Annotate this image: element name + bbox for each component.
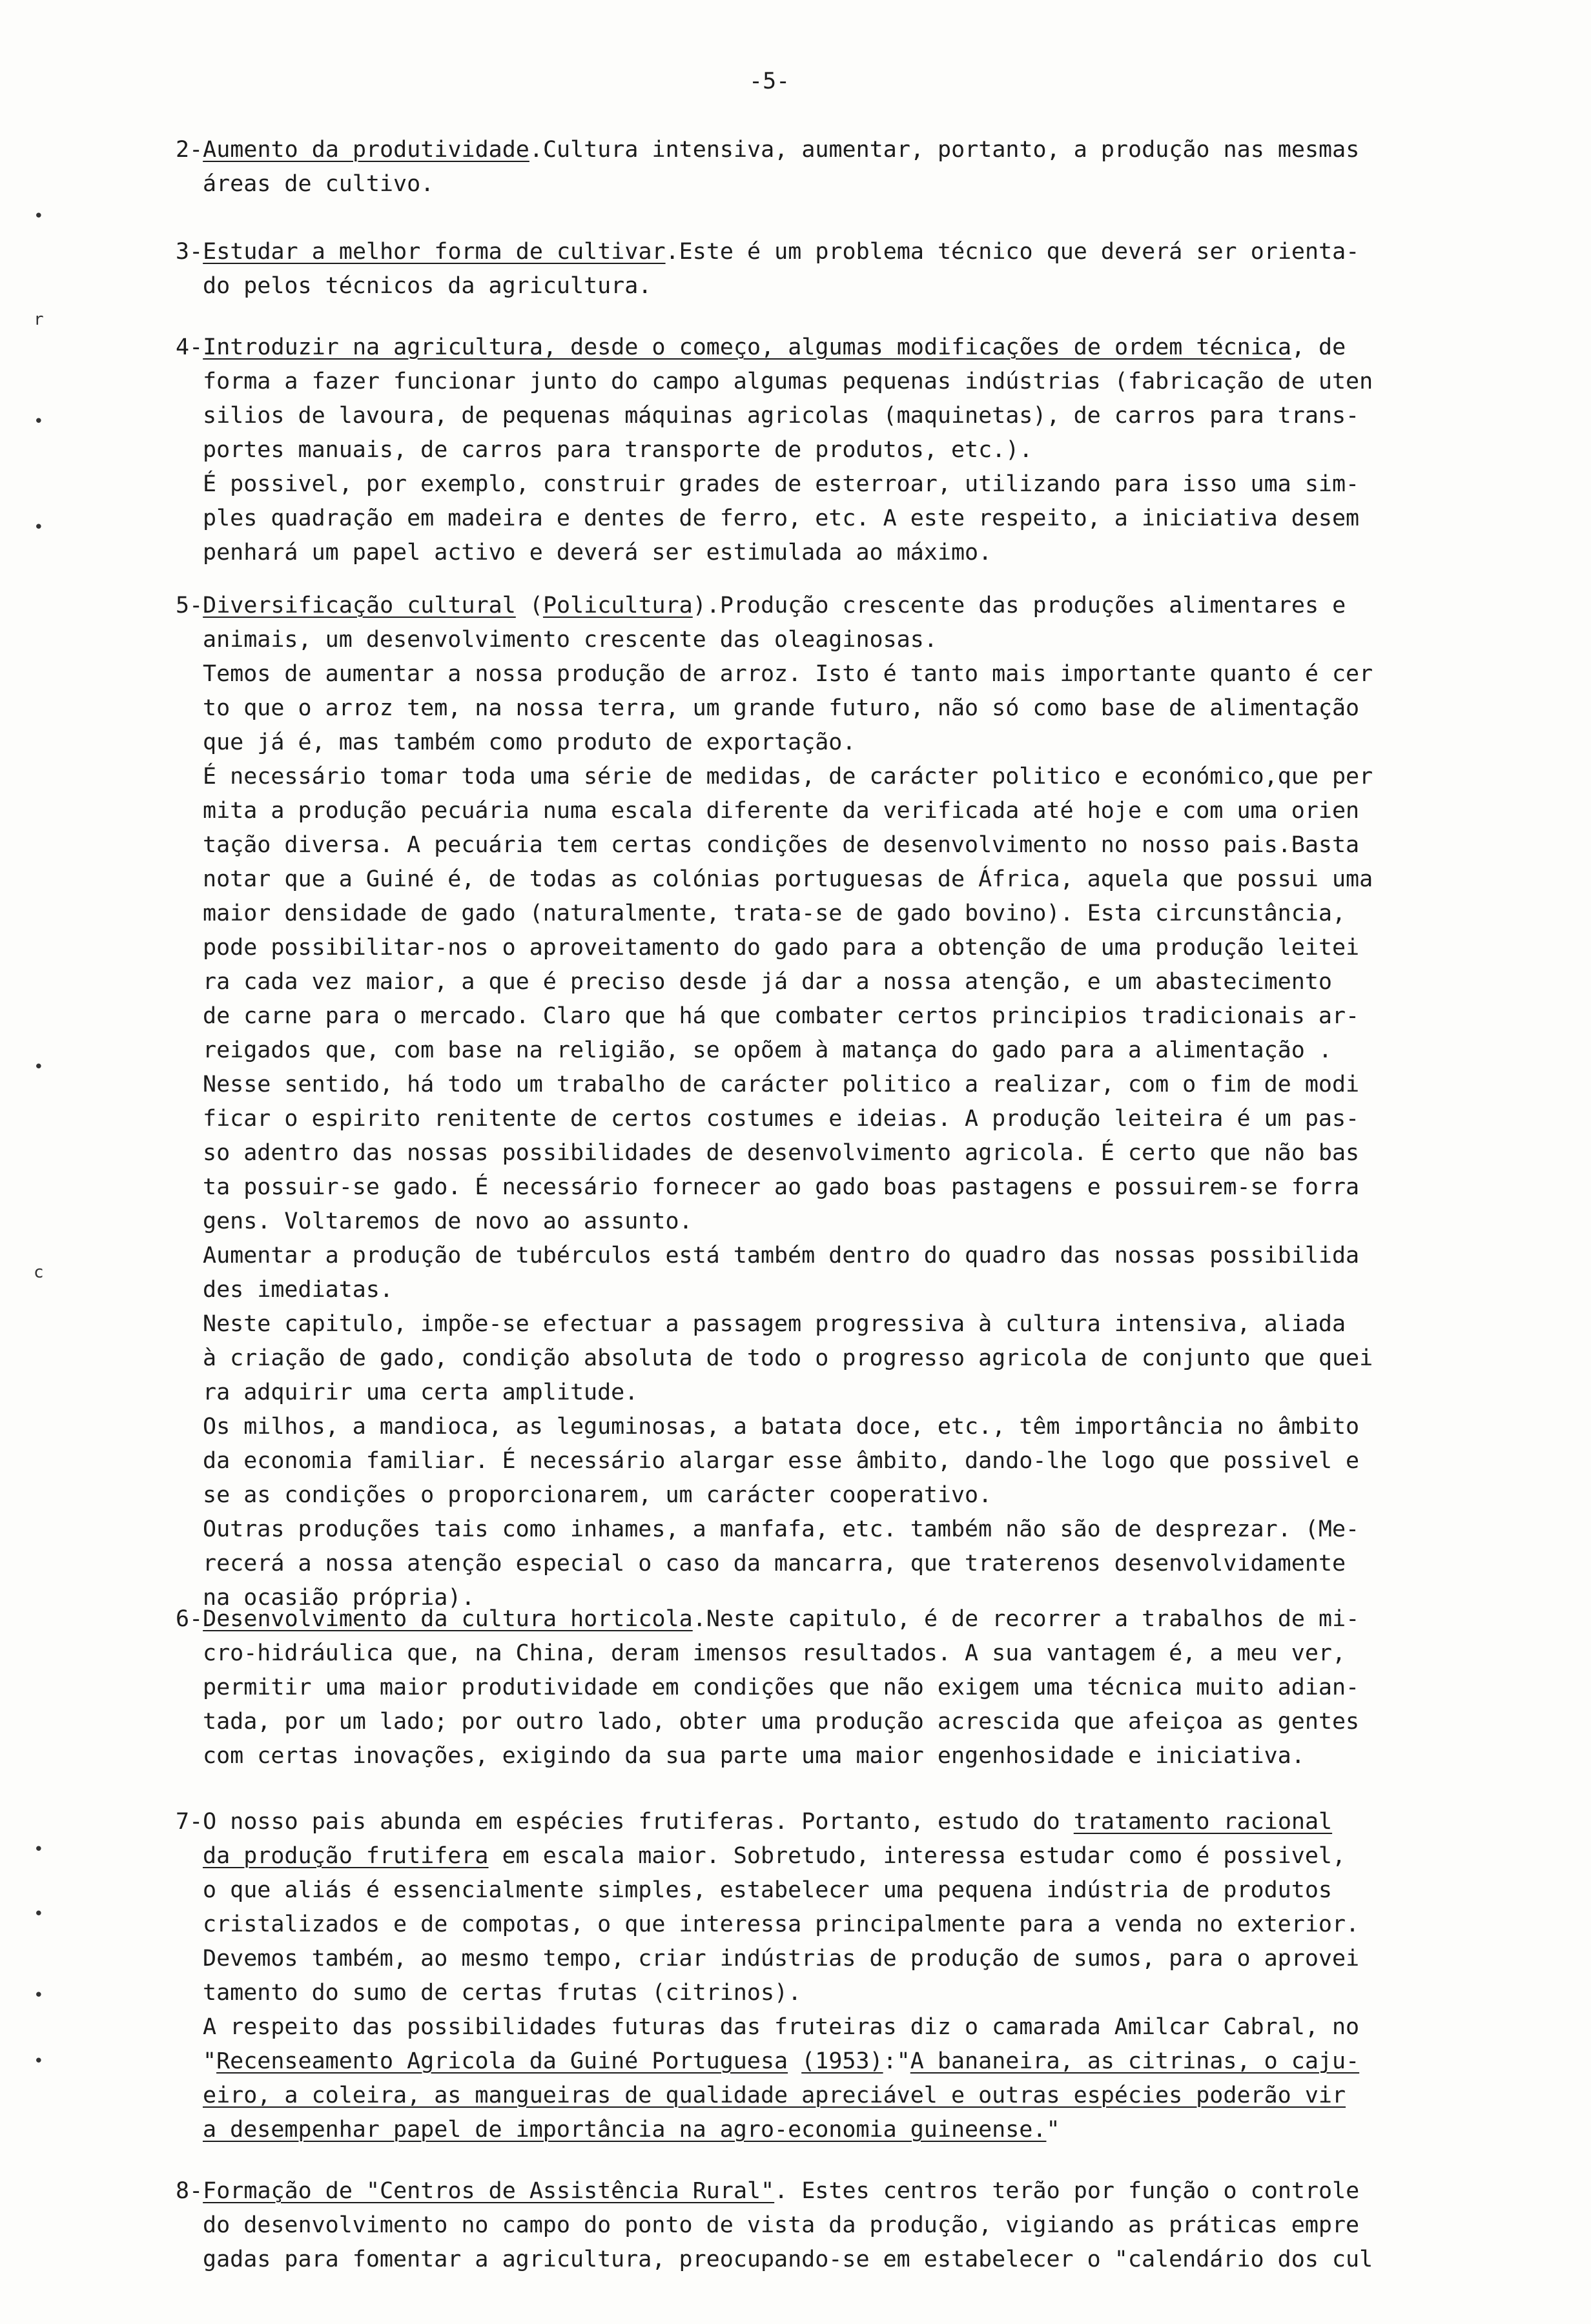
section-5-diversificacao-cultural xyxy=(176,589,1373,1615)
text-line xyxy=(203,1873,1359,1908)
text-run: . Estes centros terão por função o controle xyxy=(774,2178,1360,2204)
section-4-introduzir-modificacoes-tecnicas xyxy=(176,331,1373,570)
text-run: áreas de cultivo. xyxy=(203,171,435,197)
text-run: cristalizados e de compotas, o que interessa principalmente para a venda no exterior. xyxy=(203,1911,1360,1937)
text-run: " xyxy=(1046,2117,1060,2143)
text-run: , de xyxy=(1291,334,1346,360)
text-run: 4- xyxy=(176,334,203,360)
text-line xyxy=(203,1205,1373,1239)
text-run: do pelos técnicos da agricultura. xyxy=(203,273,652,299)
text-run: tação diversa. A pecuária tem certas condições de desenvolvimento no nosso pais.Basta xyxy=(203,832,1360,858)
underlined-text: A bananeira, as citrinas, o caju- xyxy=(910,2048,1360,2074)
section-6-cultura-horticola xyxy=(176,1602,1359,1773)
margin-mark: • xyxy=(34,2052,44,2071)
text-line xyxy=(176,1602,1359,1636)
text-line xyxy=(203,1908,1359,1942)
section-3-estudar-forma-cultivar xyxy=(176,235,1359,303)
text-run: ).Produção crescente das produções alimentares e xyxy=(692,593,1346,618)
underlined-text: Formação de "Centros de Assistência Rural" xyxy=(203,2178,775,2204)
text-line xyxy=(203,828,1373,862)
text-run: to que o arroz tem, na nossa terra, um grande futuro, não só como base de alimentação xyxy=(203,695,1360,721)
text-run: A respeito das possibilidades futuras das fruteiras diz o camarada Amilcar Cabral, no xyxy=(203,2014,1360,2040)
text-line xyxy=(203,1410,1373,1444)
margin-mark: • xyxy=(34,518,44,537)
text-run: mita a produção pecuária numa escala diferente da verificada até hoje e com uma orien xyxy=(203,798,1360,824)
text-run: ra cada vez maior, a que é preciso desde já dar a nossa atenção, e um abastecimento xyxy=(203,969,1332,995)
margin-mark: • xyxy=(34,412,44,431)
text-run: É possivel, por exemplo, construir grades de esterroar, utilizando para isso uma sim- xyxy=(203,471,1360,497)
text-line xyxy=(203,1976,1359,2010)
margin-mark: • xyxy=(34,1840,44,1859)
text-line xyxy=(203,1478,1373,1513)
text-line xyxy=(203,536,1373,570)
text-run xyxy=(788,2048,801,2074)
text-line xyxy=(203,1307,1373,1341)
text-line xyxy=(203,2243,1373,2277)
text-line xyxy=(203,760,1373,794)
text-run: tada, por um lado; por outro lado, obter uma produção acrescida que afeiçoa as gentes xyxy=(203,1709,1360,1735)
text-line xyxy=(203,1068,1373,1102)
text-line xyxy=(203,1444,1373,1478)
underlined-text: da produção frutifera xyxy=(203,1843,489,1869)
text-run: des imediatas. xyxy=(203,1277,394,1303)
section-2-aumento-produtividade xyxy=(176,133,1359,201)
text-run: pode possibilitar-nos o aproveitamento do gado para a obtenção de uma produção leitei xyxy=(203,935,1360,961)
text-run: 6- xyxy=(176,1606,203,1632)
text-run: .Neste capitulo, é de recorrer a trabalhos de mi- xyxy=(692,1606,1360,1632)
text-run: Os milhos, a mandioca, as leguminosas, a batata doce, etc., têm importância no âmbito xyxy=(203,1414,1360,1440)
text-line xyxy=(203,269,1359,303)
text-run: de carne para o mercado. Claro que há que combater certos principios tradicionais ar- xyxy=(203,1003,1360,1029)
text-run: se as condições o proporcionarem, um carácter cooperativo. xyxy=(203,1482,992,1508)
text-line xyxy=(203,1273,1373,1307)
text-run: Aumentar a produção de tubérculos está também dentro do quadro das nossas possibilida xyxy=(203,1243,1360,1269)
text-line xyxy=(203,897,1373,931)
text-line xyxy=(176,2174,1373,2208)
underlined-text: eiro, a coleira, as mangueiras de qualidade apreciável e outras espécies poderão vir xyxy=(203,2083,1346,2108)
text-line xyxy=(203,399,1373,433)
text-run: cro-hidráulica que, na China, deram imensos resultados. A sua vantagem é, a meu ver, xyxy=(203,1640,1346,1666)
text-run: maior densidade de gado (naturalmente, trata-se de gado bovino). Esta circunstância, xyxy=(203,901,1346,926)
text-line xyxy=(203,365,1373,399)
text-line xyxy=(203,467,1373,502)
underlined-text: Diversificação cultural xyxy=(203,593,516,618)
text-line xyxy=(203,167,1359,201)
text-line xyxy=(203,965,1373,999)
text-line xyxy=(203,691,1373,726)
text-line xyxy=(203,1942,1359,1976)
text-line xyxy=(203,1136,1373,1170)
underlined-text: Recenseamento Agricola da Guiné Portuguesa xyxy=(216,2048,788,2074)
text-line xyxy=(203,1034,1373,1068)
text-line xyxy=(203,1671,1359,1705)
text-run: Outras produções tais como inhames, a manfafa, etc. também não são de desprezar. (Me- xyxy=(203,1516,1360,1542)
text-run: com certas inovações, exigindo da sua parte uma maior engenhosidade e iniciativa. xyxy=(203,1743,1305,1769)
margin-mark: c xyxy=(34,1263,44,1282)
margin-mark: • xyxy=(34,1986,44,2005)
text-run: que já é, mas também como produto de exportação. xyxy=(203,729,856,755)
text-run: na ocasião própria). xyxy=(203,1585,475,1611)
text-line xyxy=(203,1239,1373,1273)
text-run: 2- xyxy=(176,137,203,163)
text-run: 7-O nosso pais abunda em espécies frutiferas. Portanto, estudo do xyxy=(176,1809,1074,1835)
text-run: do desenvolvimento no campo do ponto de vista da produção, vigiando as práticas empre xyxy=(203,2212,1360,2238)
underlined-text: a desempenhar papel de importância na agro-economia guineense. xyxy=(203,2117,1047,2143)
text-run: animais, um desenvolvimento crescente das oleaginosas. xyxy=(203,627,938,653)
text-line xyxy=(203,726,1373,760)
text-line xyxy=(203,502,1373,536)
page-number: -5- xyxy=(749,68,790,94)
text-line xyxy=(203,433,1373,467)
text-line xyxy=(203,2113,1359,2147)
text-run: penhará um papel activo e deverá ser estimulada ao máximo. xyxy=(203,540,992,566)
text-run: É necessário tomar toda uma série de medidas, de carácter politico e económico,que per xyxy=(203,764,1373,790)
text-run: da economia familiar. É necessário alargar esse âmbito, dando-lhe logo que possivel e xyxy=(203,1448,1360,1474)
text-line xyxy=(203,2208,1373,2243)
text-run: Devemos também, ao mesmo tempo, criar indústrias de produção de sumos, para o aprovei xyxy=(203,1946,1360,1972)
text-run: 3- xyxy=(176,239,203,265)
text-line xyxy=(176,133,1359,167)
text-line xyxy=(203,1102,1373,1136)
text-line xyxy=(176,589,1373,623)
text-run: Nesse sentido, há todo um trabalho de carácter politico a realizar, com o fim de modi xyxy=(203,1072,1360,1097)
text-run: ficar o espirito renitente de certos costumes e ideias. A produção leiteira é um pas- xyxy=(203,1106,1360,1132)
text-run: ta possuir-se gado. É necessário fornecer ao gado boas pastagens e possuirem-se forra xyxy=(203,1174,1360,1200)
text-run: permitir uma maior produtividade em condições que não exigem uma técnica muito adian- xyxy=(203,1675,1360,1700)
text-line xyxy=(176,1805,1359,1839)
section-7-especies-frutiferas xyxy=(176,1805,1359,2147)
text-line xyxy=(203,862,1373,897)
text-run: recerá a nossa atenção especial o caso da mancarra, que traterenos desenvolvidamente xyxy=(203,1551,1346,1576)
margin-mark: • xyxy=(34,207,44,226)
text-run: Temos de aumentar a nossa produção de arroz. Isto é tanto mais importante quanto é cer xyxy=(203,661,1373,687)
text-line xyxy=(176,235,1359,269)
text-run: gadas para fomentar a agricultura, preocupando-se em estabelecer o "calendário dos cul xyxy=(203,2247,1373,2272)
text-line xyxy=(203,1341,1373,1376)
text-run: .Cultura intensiva, aumentar, portanto, a produção nas mesmas xyxy=(529,137,1360,163)
underlined-text: Policultura xyxy=(542,593,693,618)
text-run: forma a fazer funcionar junto do campo algumas pequenas indústrias (fabricação de uten xyxy=(203,369,1373,394)
text-run: :" xyxy=(883,2048,910,2074)
text-line xyxy=(203,1513,1373,1547)
text-line xyxy=(203,1547,1373,1581)
text-run: silios de lavoura, de pequenas máquinas agricolas (maquinetas), de carros para trans- xyxy=(203,403,1360,429)
text-run: ples quadração em madeira e dentes de ferro, etc. A este respeito, a iniciativa desem xyxy=(203,505,1360,531)
text-line xyxy=(203,1739,1359,1773)
underlined-text: tratamento racional xyxy=(1073,1809,1333,1835)
underlined-text: (1953) xyxy=(801,2048,883,2074)
underlined-text: Estudar a melhor forma de cultivar xyxy=(203,239,666,265)
section-8-centros-assistencia-rural xyxy=(176,2174,1373,2277)
text-line xyxy=(203,794,1373,828)
text-line xyxy=(203,2044,1359,2079)
text-line xyxy=(203,1839,1359,1873)
text-run: ( xyxy=(515,593,543,618)
text-line xyxy=(203,2010,1359,2044)
text-run: Neste capitulo, impõe-se efectuar a passagem progressiva à cultura intensiva, aliada xyxy=(203,1311,1346,1337)
text-run: 8- xyxy=(176,2178,203,2204)
margin-mark: • xyxy=(34,1904,44,1924)
margin-mark: r xyxy=(34,310,44,329)
text-run: 5- xyxy=(176,593,203,618)
text-line xyxy=(176,331,1373,365)
text-run: gens. Voltaremos de novo ao assunto. xyxy=(203,1208,693,1234)
text-line xyxy=(203,1376,1373,1410)
text-line xyxy=(203,1705,1359,1739)
underlined-text: Introduzir na agricultura, desde o começo, algumas modificações de ordem técnica xyxy=(203,334,1291,360)
text-run: .Este é um problema técnico que deverá ser orienta- xyxy=(665,239,1360,265)
text-run: tamento do sumo de certas frutas (citrinos). xyxy=(203,1980,802,2006)
text-line xyxy=(203,1170,1373,1205)
text-line xyxy=(203,999,1373,1034)
text-run: reigados que, com base na religião, se opõem à matança do gado para a alimentação . xyxy=(203,1037,1332,1063)
text-line xyxy=(203,657,1373,691)
text-run: portes manuais, de carros para transporte de produtos, etc.). xyxy=(203,437,1033,463)
text-run: à criação de gado, condição absoluta de todo o progresso agricola de conjunto que quei xyxy=(203,1345,1373,1371)
text-run: notar que a Guiné é, de todas as colónias portuguesas de África, aquela que possui uma xyxy=(203,866,1373,892)
text-run: " xyxy=(203,2048,217,2074)
text-line xyxy=(203,2079,1359,2113)
underlined-text: Aumento da produtividade xyxy=(203,137,529,163)
text-run: o que aliás é essencialmente simples, estabelecer uma pequena indústria de produtos xyxy=(203,1877,1332,1903)
text-line xyxy=(203,1636,1359,1671)
text-run: em escala maior. Sobretudo, interessa estudar como é possivel, xyxy=(488,1843,1346,1869)
text-line xyxy=(203,931,1373,965)
margin-mark: • xyxy=(34,1057,44,1077)
text-line xyxy=(203,623,1373,657)
underlined-text: Desenvolvimento da cultura horticola xyxy=(203,1606,693,1632)
text-run: ra adquirir uma certa amplitude. xyxy=(203,1380,639,1405)
text-run: so adentro das nossas possibilidades de desenvolvimento agricola. É certo que não bas xyxy=(203,1140,1360,1166)
